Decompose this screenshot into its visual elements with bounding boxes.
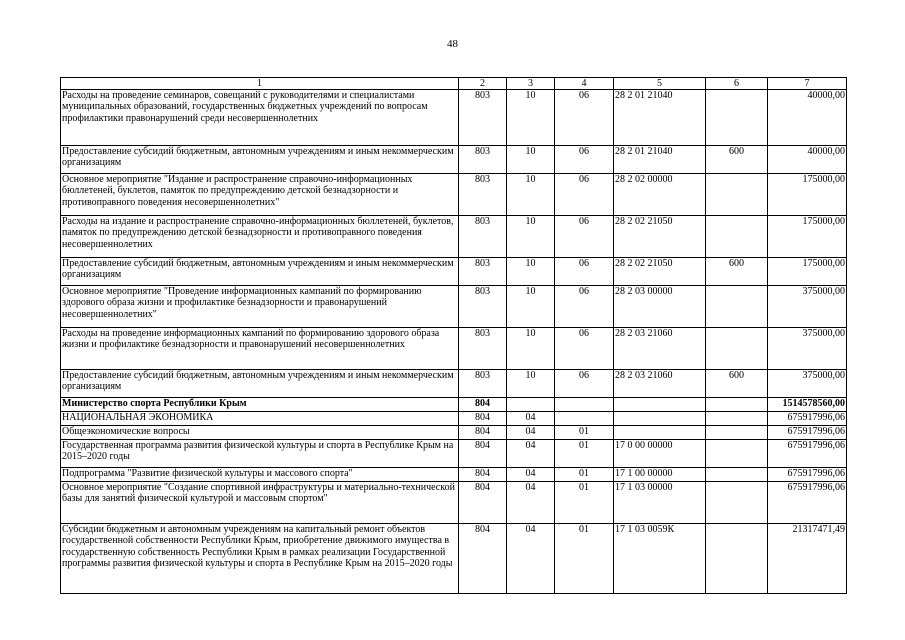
- expense-type-cell: [706, 286, 768, 328]
- ministry-code-cell: 803: [459, 174, 507, 216]
- section-code-cell: 04: [507, 412, 555, 426]
- row-name-cell: Предоставление субсидий бюджетным, автономным учреждениям и иным некоммерческим организациям: [61, 258, 459, 286]
- ministry-code-cell: 804: [459, 440, 507, 468]
- table-row: [61, 426, 847, 440]
- subsection-code-cell: 06: [555, 146, 614, 174]
- column-header: 4: [555, 78, 614, 90]
- row-name-cell: Министерство спорта Республики Крым: [61, 398, 459, 412]
- row-name-cell: Предоставление субсидий бюджетным, автономным учреждениям и иным некоммерческим организациям: [61, 146, 459, 174]
- ministry-code-cell: 804: [459, 524, 507, 594]
- section-code-cell: 10: [507, 328, 555, 370]
- amount-cell: 175000,00: [768, 174, 847, 216]
- expense-type-cell: [706, 90, 768, 146]
- subsection-code-cell: 06: [555, 216, 614, 258]
- ministry-code-cell: 803: [459, 146, 507, 174]
- section-code-cell: 04: [507, 426, 555, 440]
- target-article-cell: 28 2 03 00000: [614, 286, 706, 328]
- expense-type-cell: [706, 524, 768, 594]
- amount-cell: 1514578560,00: [768, 398, 847, 412]
- table-row: [61, 412, 847, 426]
- column-header: 3: [507, 78, 555, 90]
- subsection-code-cell: 06: [555, 328, 614, 370]
- expense-type-cell: 600: [706, 146, 768, 174]
- amount-cell: 175000,00: [768, 258, 847, 286]
- row-name-cell: Основное мероприятие "Создание спортивной инфраструктуры и материально-технической базы для занятий физической культурой и массовым спортом": [61, 482, 459, 524]
- amount-cell: 40000,00: [768, 90, 847, 146]
- target-article-cell: [614, 426, 706, 440]
- subsection-code-cell: 01: [555, 426, 614, 440]
- ministry-code-cell: 803: [459, 258, 507, 286]
- section-code-cell: 04: [507, 468, 555, 482]
- target-article-cell: 28 2 02 21050: [614, 216, 706, 258]
- subsection-code-cell: 01: [555, 468, 614, 482]
- table-row: [61, 440, 847, 468]
- target-article-cell: 28 2 03 21060: [614, 370, 706, 398]
- row-name-cell: Основное мероприятие "Проведение информационных кампаний по формированию здорового образа жизни и профилактике безнадзорности и правонарушений несовершеннолетних": [61, 286, 459, 328]
- ministry-code-cell: 804: [459, 412, 507, 426]
- amount-cell: 675917996,06: [768, 482, 847, 524]
- column-header: 1: [61, 78, 459, 90]
- table-row: [61, 482, 847, 524]
- subsection-code-cell: 06: [555, 174, 614, 216]
- section-code-cell: 10: [507, 370, 555, 398]
- table-row: [61, 216, 847, 258]
- row-name-cell: НАЦИОНАЛЬНАЯ ЭКОНОМИКА: [61, 412, 459, 426]
- expense-type-cell: [706, 468, 768, 482]
- expense-type-cell: [706, 174, 768, 216]
- target-article-cell: 17 1 00 00000: [614, 468, 706, 482]
- section-code-cell: 10: [507, 258, 555, 286]
- amount-cell: 675917996,06: [768, 426, 847, 440]
- subsection-code-cell: [555, 412, 614, 426]
- column-header: 5: [614, 78, 706, 90]
- table-row: [61, 370, 847, 398]
- table-row: [61, 90, 847, 146]
- target-article-cell: 28 2 03 21060: [614, 328, 706, 370]
- target-article-cell: 17 0 00 00000: [614, 440, 706, 468]
- row-name-cell: Предоставление субсидий бюджетным, автономным учреждениям и иным некоммерческим организациям: [61, 370, 459, 398]
- expense-type-cell: [706, 398, 768, 412]
- amount-cell: 21317471,49: [768, 524, 847, 594]
- table-row: [61, 398, 847, 412]
- column-header: 7: [768, 78, 847, 90]
- target-article-cell: 17 1 03 00000: [614, 482, 706, 524]
- column-number-row: [61, 78, 847, 90]
- target-article-cell: 28 2 02 21050: [614, 258, 706, 286]
- section-code-cell: 10: [507, 174, 555, 216]
- table-row: [61, 286, 847, 328]
- target-article-cell: [614, 412, 706, 426]
- expense-type-cell: [706, 216, 768, 258]
- row-name-cell: Основное мероприятие "Издание и распространение справочно-информационных бюллетеней, буклетов, памяток по предупреждению детской безнадзорности и противоправного поведения несовершеннолетних": [61, 174, 459, 216]
- table-row: [61, 328, 847, 370]
- page-number: 48: [447, 38, 458, 50]
- row-name-cell: Субсидии бюджетным и автономным учреждениям на капитальный ремонт объектов государственной собственности Республики Крым, приобретение движимого имущества в государственную собственность Республики Крым в рамках реализации Государственной программы развития физической культуры и спорта в Республике Крым на 2015–2020 годы: [61, 524, 459, 594]
- amount-cell: 175000,00: [768, 216, 847, 258]
- column-header: 2: [459, 78, 507, 90]
- subsection-code-cell: 01: [555, 440, 614, 468]
- expense-type-cell: 600: [706, 258, 768, 286]
- subsection-code-cell: [555, 398, 614, 412]
- amount-cell: 375000,00: [768, 328, 847, 370]
- subsection-code-cell: 01: [555, 524, 614, 594]
- target-article-cell: 28 2 02 00000: [614, 174, 706, 216]
- section-code-cell: 04: [507, 524, 555, 594]
- subsection-code-cell: 06: [555, 258, 614, 286]
- amount-cell: 375000,00: [768, 370, 847, 398]
- expense-type-cell: [706, 426, 768, 440]
- amount-cell: 675917996,06: [768, 468, 847, 482]
- amount-cell: 40000,00: [768, 146, 847, 174]
- row-name-cell: Государственная программа развития физической культуры и спорта в Республике Крым на 2015–2020 годы: [61, 440, 459, 468]
- section-code-cell: 10: [507, 146, 555, 174]
- section-code-cell: 04: [507, 482, 555, 524]
- section-code-cell: 10: [507, 90, 555, 146]
- expense-type-cell: [706, 412, 768, 426]
- ministry-code-cell: 803: [459, 328, 507, 370]
- expense-type-cell: [706, 328, 768, 370]
- ministry-code-cell: 803: [459, 286, 507, 328]
- subsection-code-cell: 01: [555, 482, 614, 524]
- expense-type-cell: [706, 482, 768, 524]
- subsection-code-cell: 06: [555, 370, 614, 398]
- row-name-cell: Расходы на проведение семинаров, совещаний с руководителями и специалистами муниципальных образований, государственных бюджетных учреждений по вопросам профилактики правонарушений среди несовершеннолетних: [61, 90, 459, 146]
- table-row: [61, 524, 847, 594]
- ministry-code-cell: 804: [459, 398, 507, 412]
- amount-cell: 675917996,06: [768, 440, 847, 468]
- row-name-cell: Подпрограмма "Развитие физической культуры и массового спорта": [61, 468, 459, 482]
- ministry-code-cell: 804: [459, 468, 507, 482]
- subsection-code-cell: 06: [555, 90, 614, 146]
- ministry-code-cell: 803: [459, 370, 507, 398]
- target-article-cell: 28 2 01 21040: [614, 146, 706, 174]
- subsection-code-cell: 06: [555, 286, 614, 328]
- table-row: [61, 258, 847, 286]
- row-name-cell: Расходы на издание и распространение справочно-информационных бюллетеней, буклетов, памяток по предупреждению детской безнадзорности и противоправного поведения несовершеннолетних: [61, 216, 459, 258]
- column-header: 6: [706, 78, 768, 90]
- section-code-cell: 10: [507, 286, 555, 328]
- expense-type-cell: [706, 440, 768, 468]
- section-code-cell: [507, 398, 555, 412]
- row-name-cell: Общеэкономические вопросы: [61, 426, 459, 440]
- section-code-cell: 10: [507, 216, 555, 258]
- table-row: [61, 468, 847, 482]
- amount-cell: 675917996,06: [768, 412, 847, 426]
- section-code-cell: 04: [507, 440, 555, 468]
- amount-cell: 375000,00: [768, 286, 847, 328]
- target-article-cell: 17 1 03 0059К: [614, 524, 706, 594]
- ministry-code-cell: 804: [459, 426, 507, 440]
- expense-type-cell: 600: [706, 370, 768, 398]
- row-name-cell: Расходы на проведение информационных кампаний по формированию здорового образа жизни и профилактике безнадзорности и правонарушений несовершеннолетних: [61, 328, 459, 370]
- table-row: [61, 146, 847, 174]
- ministry-code-cell: 803: [459, 90, 507, 146]
- target-article-cell: [614, 398, 706, 412]
- ministry-code-cell: 804: [459, 482, 507, 524]
- ministry-code-cell: 803: [459, 216, 507, 258]
- target-article-cell: 28 2 01 21040: [614, 90, 706, 146]
- budget-table: [60, 77, 847, 594]
- table-row: [61, 174, 847, 216]
